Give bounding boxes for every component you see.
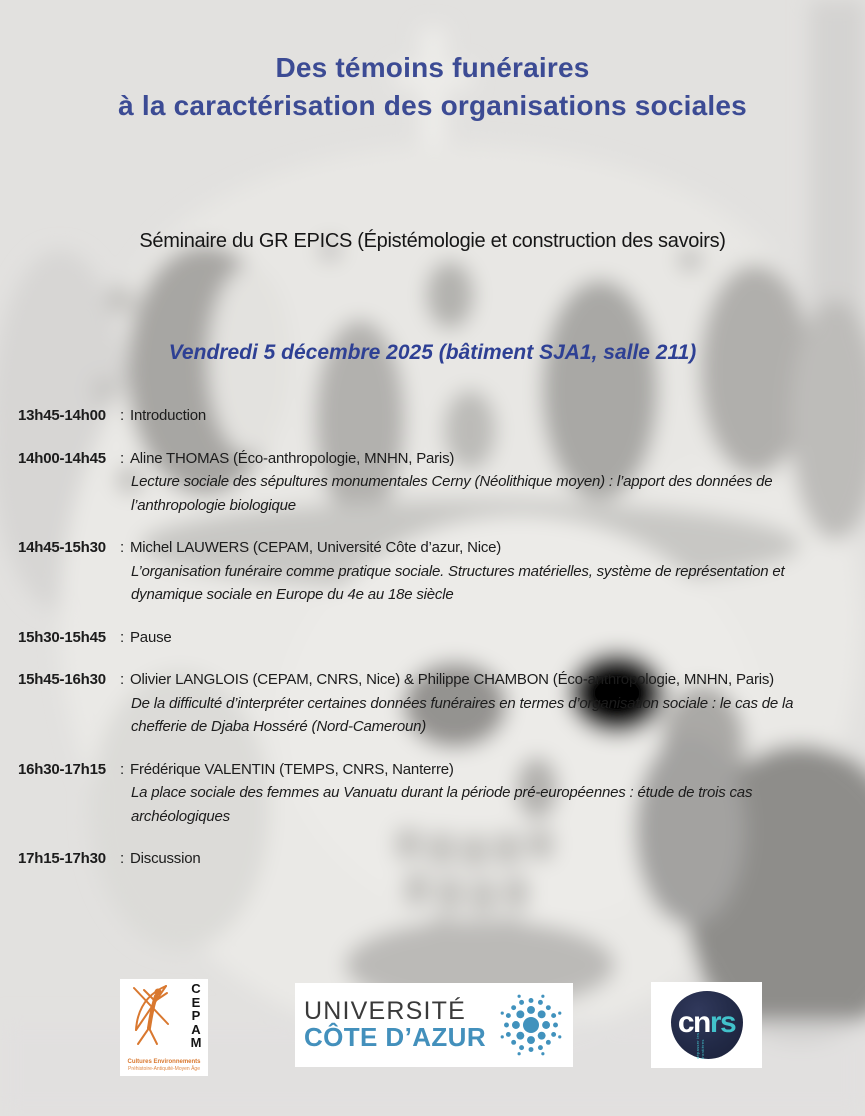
- talk-title: La place sociale des femmes au Vanuatu durant la période pré-européennes : étude de trois cas archéologiques: [131, 784, 753, 825]
- poster-title-line1: Des témoins funéraires: [275, 52, 590, 83]
- cnrs-motto: dépasser les frontières: [694, 1032, 705, 1059]
- uca-dots-icon: [498, 992, 564, 1058]
- talk-title: Lecture sociale des sépultures monumentales Cerny (Néolithique moyen) : l’apport des données de l’anthropologie biologique: [131, 473, 773, 514]
- cnrs-wordmark: cnrs: [677, 1006, 736, 1040]
- cepam-archer-icon: [122, 982, 182, 1048]
- poster-title-line2: à la caractérisation des organisations sociales: [118, 90, 747, 121]
- schedule-speaker: Michel LAUWERS (CEPAM, Université Côte d’azur, Nice): [130, 539, 502, 556]
- uca-name-line2: CÔTE D’AZUR: [303, 1022, 487, 1053]
- talk-title: L’organisation funéraire comme pratique sociale. Structures matérielles, système de représentation et dynamique sociale en Europe du 4e au 18e siècle: [131, 562, 785, 603]
- schedule-time: 14h45-15h30: [18, 539, 106, 556]
- schedule-colon: :: [120, 671, 124, 688]
- schedule-speaker: Discussion: [130, 850, 201, 867]
- uca-logo: [295, 983, 573, 1067]
- schedule-speaker: Frédérique VALENTIN (TEMPS, CNRS, Nanterre): [130, 760, 454, 778]
- schedule-time: 16h30-17h15: [18, 760, 106, 778]
- schedule-item: [18, 668, 850, 739]
- event-date: Vendredi 5 décembre 2025 (bâtiment SJA1, salle 211): [168, 341, 697, 364]
- schedule-item: [18, 626, 850, 650]
- schedule-list: [18, 404, 850, 890]
- schedule-item: [18, 847, 850, 871]
- schedule-item: [18, 536, 850, 607]
- uca-name-line1: UNIVERSITÉ: [303, 996, 466, 1025]
- schedule-colon: :: [120, 407, 124, 424]
- cnrs-logo: [651, 982, 762, 1068]
- schedule-item: [18, 758, 850, 829]
- poster-title: [0, 49, 865, 125]
- seminar-subtitle: Séminaire du GR EPICS (Épistémologie et construction des savoirs): [139, 230, 726, 252]
- cnrs-globe-icon: [671, 991, 743, 1059]
- cepam-tagline-1: Cultures Environnements: [127, 1059, 201, 1065]
- cepam-tagline-2: Préhistoire-Antiquité-Moyen Âge: [128, 1066, 200, 1072]
- schedule-item: [18, 404, 850, 428]
- schedule-colon: :: [120, 539, 124, 556]
- uca-wordmark: [303, 996, 487, 1053]
- schedule-speaker: Olivier LANGLOIS (CEPAM, CNRS, Nice) & Philippe CHAMBON (Éco-anthropologie, MNHN, Paris): [130, 671, 774, 688]
- schedule-speaker: Aline THOMAS (Éco-anthropologie, MNHN, Paris): [130, 449, 455, 467]
- schedule-time: 15h30-15h45: [18, 628, 106, 646]
- schedule-time: 14h00-14h45: [18, 449, 106, 467]
- schedule-time: 17h15-17h30: [18, 850, 106, 867]
- schedule-time: 15h45-16h30: [18, 671, 106, 688]
- schedule-colon: :: [120, 449, 124, 467]
- schedule-time: 13h45-14h00: [18, 407, 106, 424]
- schedule-speaker: Introduction: [130, 407, 206, 424]
- schedule-colon: :: [120, 628, 124, 646]
- schedule-speaker: Pause: [130, 628, 172, 646]
- schedule-colon: :: [120, 760, 124, 778]
- cepam-logo: [120, 979, 208, 1076]
- cepam-wordmark: CEPAM: [190, 981, 202, 1050]
- talk-title: De la difficulté d’interpréter certaines données funéraires en termes d’organisation sociale : le cas de la chefferie de Djaba Hosséré (Nord-Cameroun): [131, 694, 794, 735]
- schedule-colon: :: [120, 850, 124, 867]
- schedule-item: [18, 447, 850, 518]
